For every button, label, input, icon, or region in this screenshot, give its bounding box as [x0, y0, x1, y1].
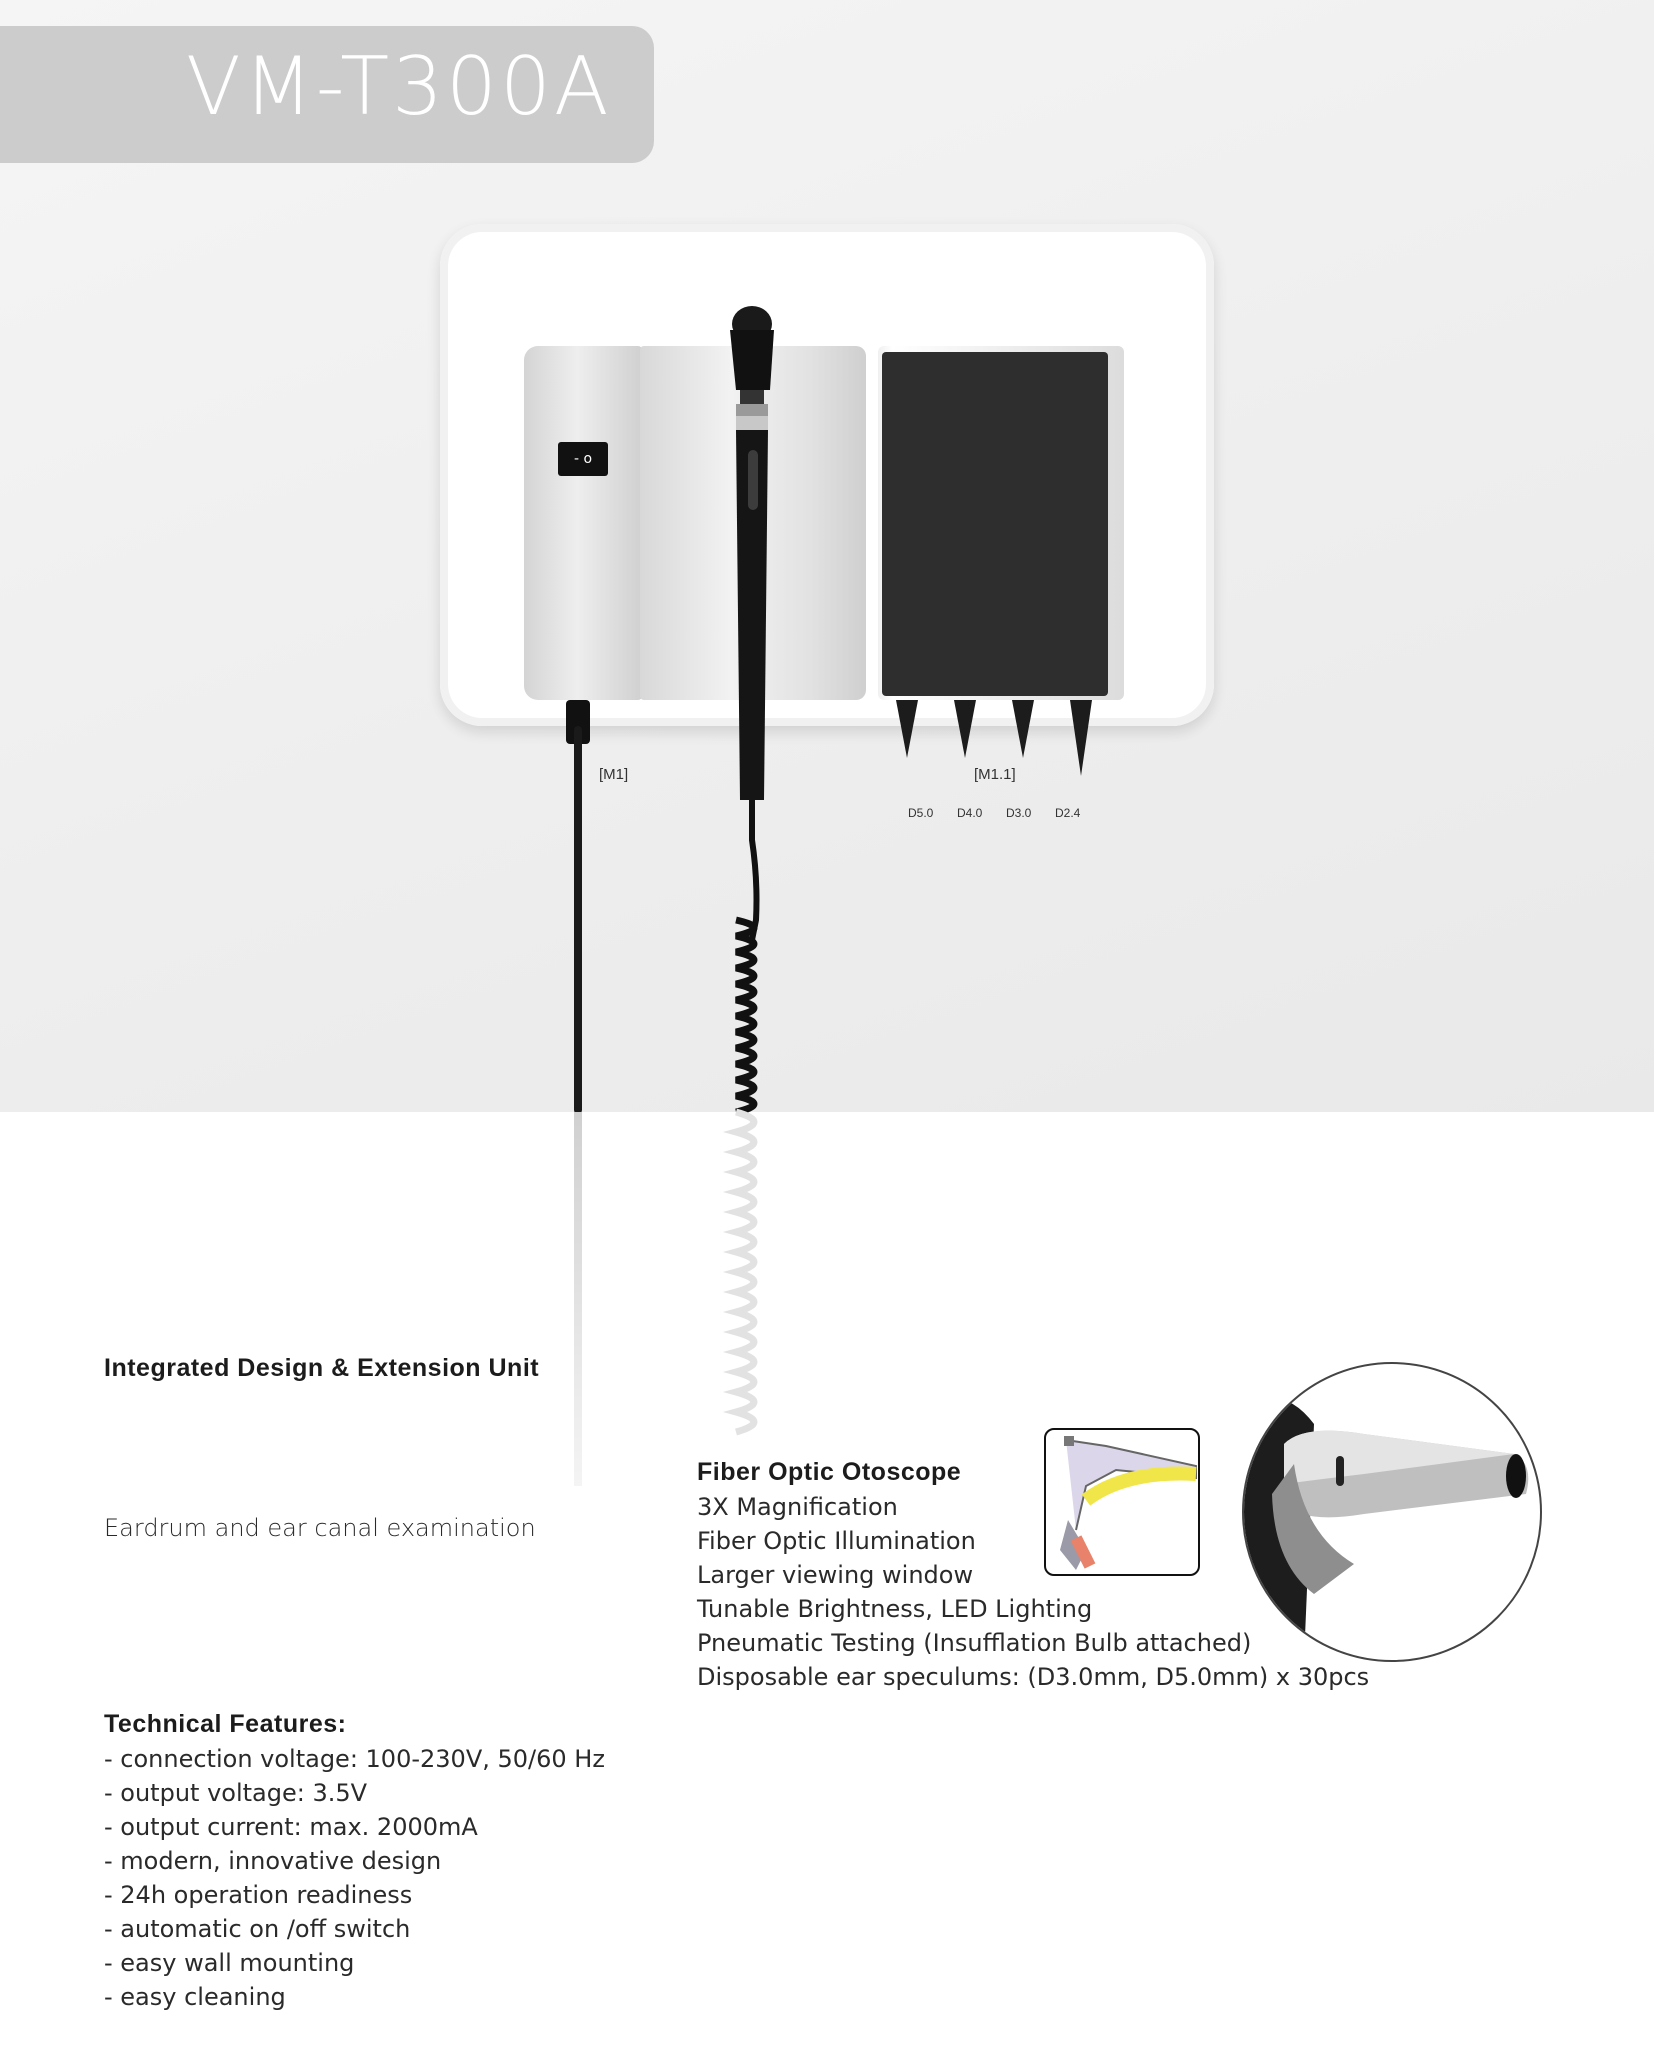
- power-cord-reflection: [574, 1112, 582, 1486]
- list-item: - modern, innovative design: [104, 1847, 442, 1875]
- list-item: - connection voltage: 100-230V, 50/60 Hz: [104, 1745, 605, 1773]
- power-switch: - o: [558, 442, 608, 476]
- list-item: Larger viewing window: [697, 1561, 974, 1589]
- list-item: - easy wall mounting: [104, 1949, 355, 1977]
- list-item: 3X Magnification: [697, 1493, 898, 1521]
- list-item: - output current: max. 2000mA: [104, 1813, 478, 1841]
- speculum-tip: [1070, 700, 1092, 776]
- list-item: - 24h operation readiness: [104, 1881, 413, 1909]
- speculum-tip: [896, 700, 918, 758]
- otoscope-title: Fiber Optic Otoscope: [697, 1458, 962, 1486]
- list-item: Pneumatic Testing (Insufflation Bulb attached): [697, 1629, 1252, 1657]
- speculum-dispenser-window: [882, 352, 1108, 696]
- tip-size-label: D2.4: [1055, 806, 1081, 820]
- tip-size-label: D4.0: [957, 806, 983, 820]
- list-item: - automatic on /off switch: [104, 1915, 411, 1943]
- speculum-icon: [1244, 1364, 1540, 1660]
- callout-m1-1: [M1.1]: [974, 766, 1016, 783]
- speculum-closeup: [1242, 1362, 1542, 1662]
- list-item: Tunable Brightness, LED Lighting: [697, 1595, 1093, 1623]
- power-cord: [574, 726, 582, 1114]
- tip-size-label: D3.0: [1006, 806, 1032, 820]
- intro-subtitle: Eardrum and ear canal examination: [104, 1514, 536, 1542]
- list-item: - output voltage: 3.5V: [104, 1779, 368, 1807]
- model-title: VM-T300A: [186, 40, 612, 133]
- list-item: Fiber Optic Illumination: [697, 1527, 976, 1555]
- speculum-tip: [1012, 700, 1034, 758]
- otoscope-handle-illustration: [700, 300, 820, 1450]
- fiber-optic-diagram: [1044, 1428, 1200, 1576]
- list-item: - easy cleaning: [104, 1983, 286, 2011]
- callout-m1: [M1]: [599, 766, 629, 783]
- power-module: [524, 346, 642, 700]
- list-item: Disposable ear speculums: (D3.0mm, D5.0mm) x 30pcs: [697, 1663, 1370, 1691]
- speculum-tip: [954, 700, 976, 758]
- intro-title: Integrated Design & Extension Unit: [104, 1354, 540, 1382]
- technical-feature-list: [104, 1742, 605, 2014]
- technical-title: Technical Features:: [104, 1710, 347, 1738]
- fiber-path-icon: [1046, 1430, 1198, 1574]
- tip-size-label: D5.0: [908, 806, 934, 820]
